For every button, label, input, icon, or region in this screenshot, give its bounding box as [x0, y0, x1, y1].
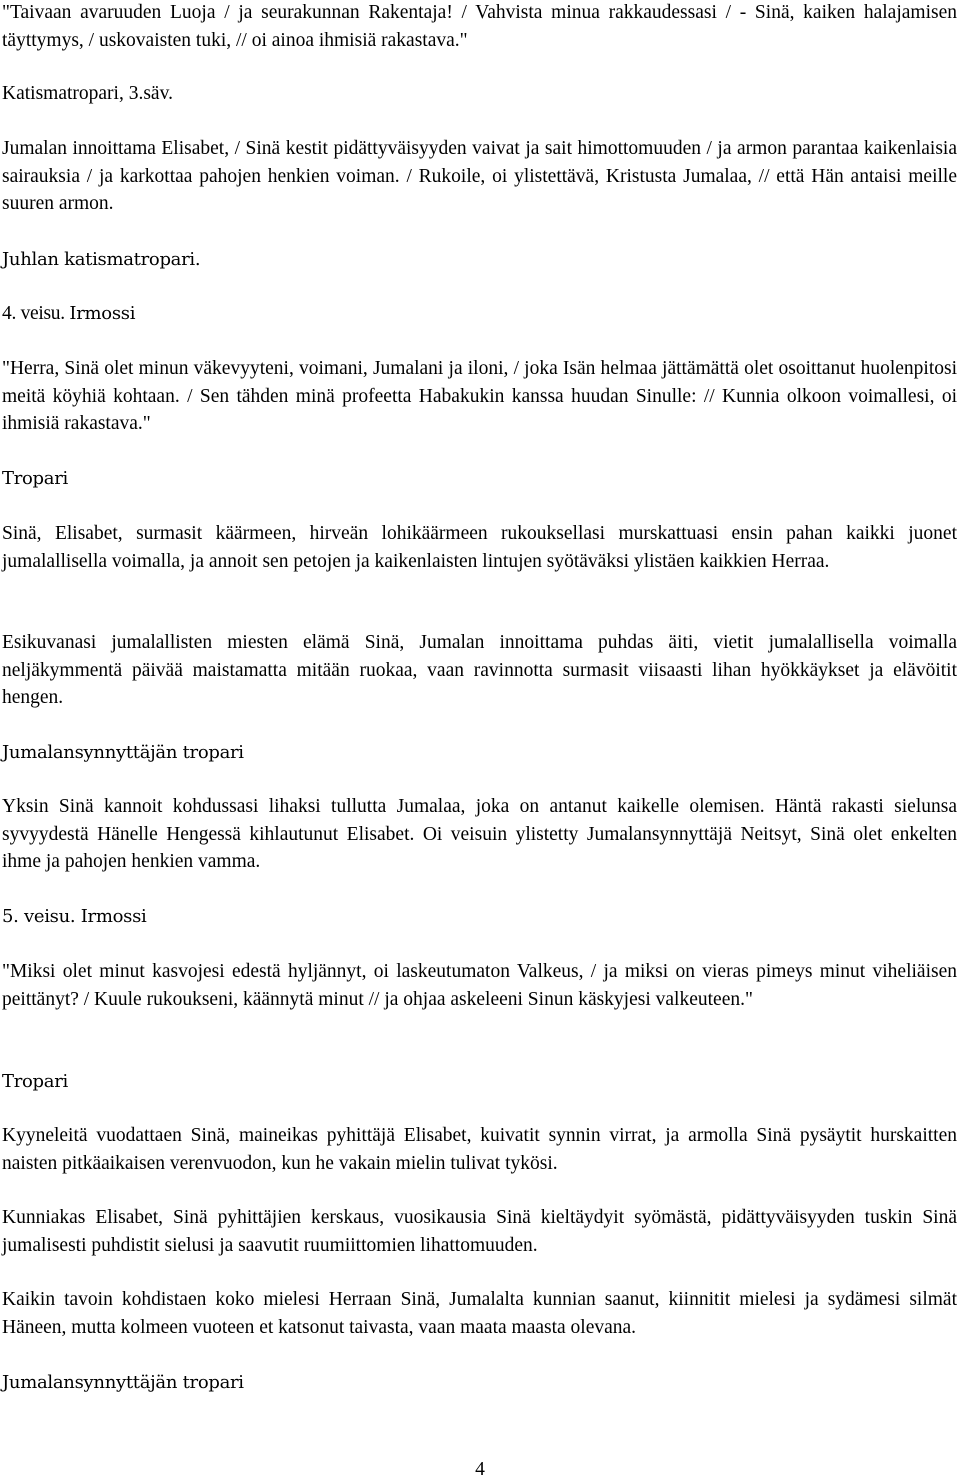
paragraph-label: Katismatropari, 3.säv. — [2, 83, 173, 104]
paragraph: Jumalan innoittama Elisabet, / Sinä kestit pidättyväisyyden vaivat ja sait himottomuuden / ja armon parantaa kaikenlaisia sairauksia / ja karkottaa pahojen henkien voiman. / Rukoile, oi ylistettävä, Kristusta Jumalaa, // että Hän antaisi meille suuren armon. — [2, 138, 957, 214]
paragraph: "Taivaan avaruuden Luoja / ja seurakunnan Rakentaja! / Vahvista minua rakkaudessasi / - Sinä, kaiken halajamisen täyttymys, / uskovaisten tuki, // oi ainoa ihmisiä rakastava." — [2, 2, 957, 51]
section-heading: Tropari — [2, 468, 68, 489]
paragraph: Yksin Sinä kannoit kohdussasi lihaksi tullutta Jumalaa, joka on antanut kaikelle olemisen. Häntä rakasti sielunsa syvyydestä Hänelle Hengessä kihlautunut Elisabet. Oi veisuin ylistetty Jumalansynnyttäjä Neitsyt, Sinä olet enkelten ihme ja pahojen henkien vamma. — [2, 796, 957, 872]
heading-part: 4. veisu. — [2, 303, 70, 324]
page-number: 4 — [475, 1459, 485, 1480]
paragraph: Kaikin tavoin kohdistaen koko mielesi Herraan Sinä, Jumalalta kunnian saanut, kiinnitit mielesi ja sydämesi silmät Häneen, mutta kolmeen vuoteen et katsonut taivasta, vaan maata maasta olevana. — [2, 1289, 957, 1338]
section-heading: Jumalansynnyttäjän tropari — [2, 742, 244, 763]
paragraph: "Herra, Sinä olet minun väkevyyteni, voimani, Jumalani ja iloni, / joka Isän helmaa jättämättä olet osoittanut huolenpitosi meitä köyhiä kohtaan. / Sen tähden minä profeetta Habakukin kanssa huudan Sinulle: // Kunnia olkoon voimallesi, oi ihmisiä rakastava." — [2, 358, 957, 434]
section-heading — [2, 300, 135, 327]
section-heading: Juhlan katismatropari. — [2, 249, 201, 270]
paragraph: "Miksi olet minut kasvojesi edestä hyljännyt, oi laskeutumaton Valkeus, / ja miksi on vieras pimeys minut viheliäisen peittänyt? / Kuule rukoukseni, käännytä minut // ja ohjaa askeleeni Sinun käskyjesi valkeuteen." — [2, 961, 957, 1010]
paragraph: Esikuvanasi jumalallisten miesten elämä Sinä, Jumalan innoittama puhdas äiti, vietit jumalallisella voimalla neljäkymmentä päivää maistamatta mitään ruokaa, vaan ravinnotta surmasit viisaasti lihan hyökkäykset ja elävöitit hengen. — [2, 632, 957, 708]
section-heading: Tropari — [2, 1071, 68, 1092]
paragraph: Kyyneleitä vuodattaen Sinä, maineikas pyhittäjä Elisabet, kuivatit synnin virrat, ja armolla Sinä pysäytit hurskaitten naisten pitkäaikaisen verenvuodon, kun he vakain mielin tulivat tykösi. — [2, 1125, 957, 1174]
paragraph: Sinä, Elisabet, surmasit käärmeen, hirveän lohikäärmeen rukouksellasi murskattuasi ensin pahan kaikki juonet jumalallisella voimalla, ja annoit sen petojen ja kaikenlaisten lintujen syötäväksi ylistäen kaikkien Herraa. — [2, 523, 957, 572]
heading-part: Irmossi — [69, 303, 136, 324]
section-heading: Jumalansynnyttäjän tropari — [2, 1372, 244, 1393]
section-heading: 5. veisu. Irmossi — [2, 906, 147, 927]
paragraph: Kunniakas Elisabet, Sinä pyhittäjien kerskaus, vuosikausia Sinä kieltäydyit syömästä, pidättyväisyyden tuskin Sinä jumalisesti puhdistit sielusi ja saavutit ruumiittomien lihattomuuden. — [2, 1207, 957, 1256]
